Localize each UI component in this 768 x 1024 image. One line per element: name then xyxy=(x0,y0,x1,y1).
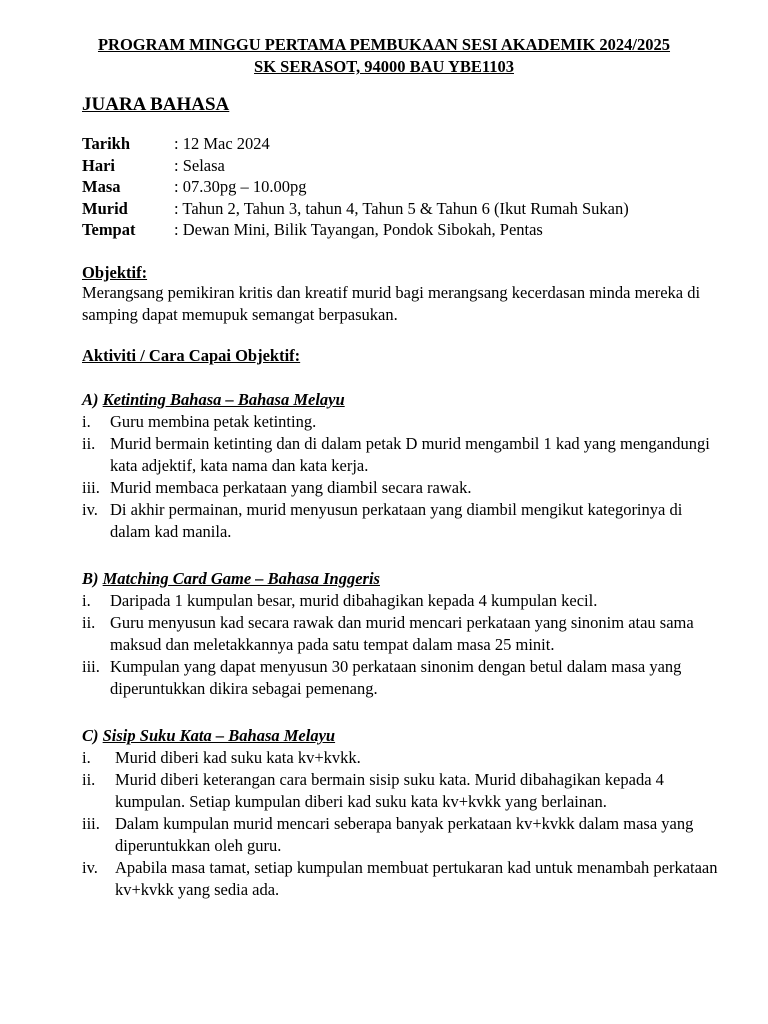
item-number: ii. xyxy=(82,434,96,453)
section-c-title xyxy=(82,725,722,747)
document-title xyxy=(0,34,768,78)
info-value: : Dewan Mini, Bilik Tayangan, Pondok Sibokah, Pentas xyxy=(174,220,543,239)
info-label: Tempat xyxy=(82,220,136,239)
info-row-masa xyxy=(82,176,629,198)
info-label: Masa xyxy=(82,177,121,196)
section-letter: C) xyxy=(82,726,99,745)
list-item xyxy=(82,411,722,433)
list-item xyxy=(82,433,722,477)
item-number: iii. xyxy=(82,814,100,833)
item-number: iv. xyxy=(82,500,98,519)
section-letter: B) xyxy=(82,569,99,588)
info-label: Murid xyxy=(82,198,128,218)
section-title: JUARA BAHASA xyxy=(82,94,230,115)
item-text: Guru menyusun kad secara rawak dan murid mencari perkataan yang sinonim atau sama maksud dan meletakkannya pada satu tempat dalam masa 25 minit. xyxy=(110,613,694,654)
info-table xyxy=(82,133,629,241)
item-text: Di akhir permainan, murid menyusun perkataan yang diambil mengikut kategorinya di dalam kad manila. xyxy=(110,500,683,541)
item-number: iii. xyxy=(82,478,100,497)
info-row-hari xyxy=(82,155,629,177)
item-number: i. xyxy=(82,748,91,767)
list-item xyxy=(82,477,722,499)
section-b-list xyxy=(82,590,722,700)
section-name: Matching Card Game – Bahasa Inggeris xyxy=(102,569,380,588)
objektif-text: Merangsang pemikiran kritis dan kreatif murid bagi merangsang kecerdasan minda mereka di samping dapat memupuk semangat berpasukan. xyxy=(82,283,701,324)
info-value: : 12 Mac 2024 xyxy=(174,134,270,153)
section-c xyxy=(82,725,722,901)
section-letter: A) xyxy=(82,390,99,409)
section-name: Ketinting Bahasa – Bahasa Melayu xyxy=(102,390,345,409)
item-text: Apabila masa tamat, setiap kumpulan membuat pertukaran kad untuk menambah perkataan kv+kvkk yang sedia ada. xyxy=(115,858,718,899)
title-line-2: SK SERASOT, 94000 BAU YBE1103 xyxy=(254,57,514,76)
item-number: i. xyxy=(82,591,91,610)
list-item xyxy=(82,857,722,901)
info-label: Hari xyxy=(82,155,115,175)
list-item xyxy=(82,499,722,543)
item-text: Dalam kumpulan murid mencari seberapa banyak perkataan kv+kvkk dalam masa yang diperuntukkan oleh guru. xyxy=(115,814,694,855)
item-number: ii. xyxy=(82,770,96,789)
section-a-title xyxy=(82,389,722,411)
item-text: Murid membaca perkataan yang diambil secara rawak. xyxy=(110,478,472,497)
title-line-1: PROGRAM MINGGU PERTAMA PEMBUKAAN SESI AKADEMIK 2024/2025 xyxy=(97,35,671,54)
info-value: : 07.30pg – 10.00pg xyxy=(174,177,307,196)
item-number: iii. xyxy=(82,657,100,676)
info-row-tempat xyxy=(82,219,629,241)
item-text: Murid diberi kad suku kata kv+kvkk. xyxy=(115,748,361,767)
item-number: ii. xyxy=(82,613,96,632)
section-a-list xyxy=(82,411,722,543)
item-text: Murid bermain ketinting dan di dalam petak D murid mengambil 1 kad yang mengandungi kata adjektif, kata nama dan kata kerja. xyxy=(110,434,710,475)
section-b-title xyxy=(82,568,722,590)
list-item xyxy=(82,747,722,769)
objektif-heading: Objektif: xyxy=(82,263,148,282)
info-row-tarikh xyxy=(82,133,629,155)
section-c-list xyxy=(82,747,722,901)
info-row-murid xyxy=(82,198,629,220)
aktiviti-heading: Aktiviti / Cara Capai Objektif: xyxy=(82,346,301,365)
list-item xyxy=(82,656,722,700)
section-a xyxy=(82,389,722,543)
item-text: Guru membina petak ketinting. xyxy=(110,412,317,431)
section-name: Sisip Suku Kata – Bahasa Melayu xyxy=(102,726,336,745)
list-item xyxy=(82,769,722,813)
info-value: : Tahun 2, Tahun 3, tahun 4, Tahun 5 & Tahun 6 (Ikut Rumah Sukan) xyxy=(174,198,629,218)
item-number: i. xyxy=(82,412,91,431)
list-item xyxy=(82,590,722,612)
item-number: iv. xyxy=(82,858,98,877)
item-text: Kumpulan yang dapat menyusun 30 perkataan sinonim dengan betul dalam masa yang diperuntukkan dikira sebagai pemenang. xyxy=(110,657,682,698)
list-item xyxy=(82,612,722,656)
item-text: Murid diberi keterangan cara bermain sisip suku kata. Murid dibahagikan kepada 4 kumpulan. Setiap kumpulan diberi kad suku kata kv+kvkk yang berlainan. xyxy=(115,770,664,811)
list-item xyxy=(82,813,722,857)
section-b xyxy=(82,568,722,700)
info-value: : Selasa xyxy=(174,155,225,175)
info-label: Tarikh xyxy=(82,134,131,153)
item-text: Daripada 1 kumpulan besar, murid dibahagikan kepada 4 kumpulan kecil. xyxy=(110,591,598,610)
